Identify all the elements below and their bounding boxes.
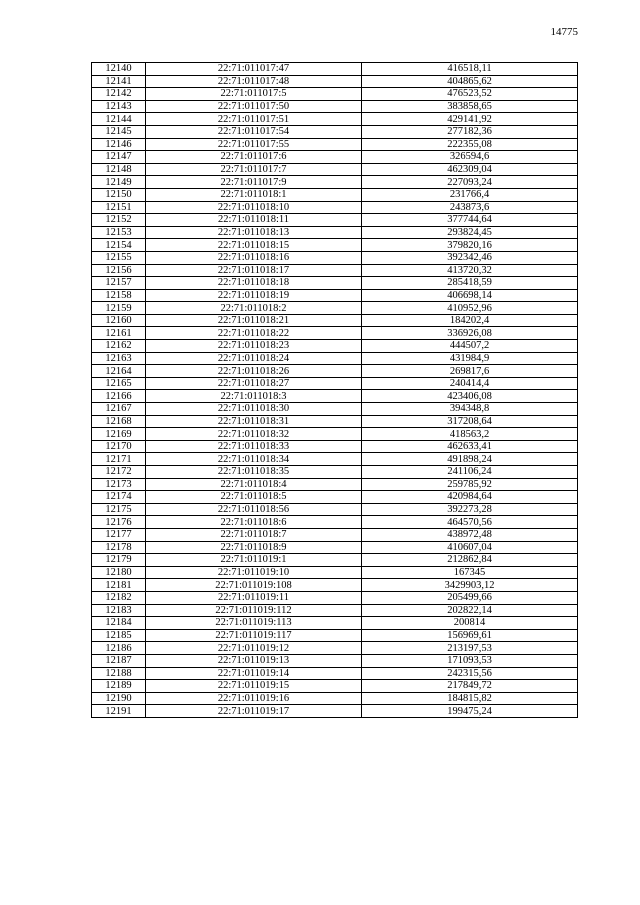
cadastral-number-cell: 22:71:011018:17 (146, 264, 362, 277)
cadastral-value-cell: 184202,4 (362, 314, 578, 327)
table-row (92, 163, 578, 176)
cadastral-value-cell: 423406,08 (362, 390, 578, 403)
cadastral-number-cell: 22:71:011018:33 (146, 440, 362, 453)
cadastral-value-cell: 213197,53 (362, 642, 578, 655)
table-row (92, 113, 578, 126)
row-number-cell: 12155 (92, 251, 146, 264)
cadastral-number-cell: 22:71:011018:35 (146, 466, 362, 479)
cadastral-value-cell: 462309,04 (362, 163, 578, 176)
table-row (92, 390, 578, 403)
table-row (92, 579, 578, 592)
cadastral-value-cell: 231766,4 (362, 188, 578, 201)
row-number-cell: 12147 (92, 151, 146, 164)
table-row (92, 667, 578, 680)
row-number-cell: 12159 (92, 302, 146, 315)
cadastral-number-cell: 22:71:011019:112 (146, 604, 362, 617)
table-row (92, 289, 578, 302)
table-body (92, 63, 578, 718)
cadastral-number-cell: 22:71:011018:34 (146, 453, 362, 466)
cadastral-value-cell: 431984,9 (362, 352, 578, 365)
cadastral-number-cell: 22:71:011017:7 (146, 163, 362, 176)
cadastral-number-cell: 22:71:011017:51 (146, 113, 362, 126)
cadastral-number-cell: 22:71:011017:9 (146, 176, 362, 189)
cadastral-number-cell: 22:71:011017:5 (146, 88, 362, 101)
cadastral-number-cell: 22:71:011019:117 (146, 629, 362, 642)
table-row (92, 591, 578, 604)
cadastral-value-cell: 418563,2 (362, 428, 578, 441)
cadastral-number-cell: 22:71:011019:16 (146, 692, 362, 705)
cadastral-number-cell: 22:71:011018:30 (146, 403, 362, 416)
table-row (92, 415, 578, 428)
row-number-cell: 12162 (92, 340, 146, 353)
row-number-cell: 12163 (92, 352, 146, 365)
cadastral-number-cell: 22:71:011018:24 (146, 352, 362, 365)
row-number-cell: 12152 (92, 214, 146, 227)
table-row (92, 251, 578, 264)
row-number-cell: 12184 (92, 617, 146, 630)
row-number-cell: 12158 (92, 289, 146, 302)
row-number-cell: 12172 (92, 466, 146, 479)
cadastral-number-cell: 22:71:011018:22 (146, 327, 362, 340)
cadastral-value-cell: 199475,24 (362, 705, 578, 718)
cadastral-number-cell: 22:71:011018:4 (146, 478, 362, 491)
row-number-cell: 12140 (92, 63, 146, 76)
row-number-cell: 12145 (92, 125, 146, 138)
table-row (92, 692, 578, 705)
cadastral-value-cell: 326594,6 (362, 151, 578, 164)
cadastral-number-cell: 22:71:011018:2 (146, 302, 362, 315)
cadastral-value-cell: 3429903,12 (362, 579, 578, 592)
row-number-cell: 12150 (92, 188, 146, 201)
cadastral-value-cell: 420984,64 (362, 491, 578, 504)
cadastral-value-cell: 410607,04 (362, 541, 578, 554)
table-row (92, 88, 578, 101)
cadastral-value-cell: 202822,14 (362, 604, 578, 617)
row-number-cell: 12157 (92, 277, 146, 290)
cadastral-number-cell: 22:71:011018:7 (146, 528, 362, 541)
row-number-cell: 12177 (92, 528, 146, 541)
row-number-cell: 12170 (92, 440, 146, 453)
table-row (92, 340, 578, 353)
row-number-cell: 12165 (92, 377, 146, 390)
row-number-cell: 12143 (92, 100, 146, 113)
cadastral-value-cell: 429141,92 (362, 113, 578, 126)
table-row (92, 528, 578, 541)
row-number-cell: 12160 (92, 314, 146, 327)
cadastral-number-cell: 22:71:011017:55 (146, 138, 362, 151)
row-number-cell: 12154 (92, 239, 146, 252)
row-number-cell: 12148 (92, 163, 146, 176)
cadastral-value-cell: 171093,53 (362, 654, 578, 667)
table-row (92, 277, 578, 290)
row-number-cell: 12142 (92, 88, 146, 101)
table-row (92, 541, 578, 554)
row-number-cell: 12186 (92, 642, 146, 655)
cadastral-value-cell: 392273,28 (362, 503, 578, 516)
cadastral-number-cell: 22:71:011017:54 (146, 125, 362, 138)
row-number-cell: 12151 (92, 201, 146, 214)
cadastral-value-cell: 242315,56 (362, 667, 578, 680)
cadastral-value-cell: 200814 (362, 617, 578, 630)
cadastral-number-cell: 22:71:011018:1 (146, 188, 362, 201)
row-number-cell: 12144 (92, 113, 146, 126)
table-row (92, 403, 578, 416)
cadastral-value-cell: 205499,66 (362, 591, 578, 604)
row-number-cell: 12149 (92, 176, 146, 189)
cadastral-number-cell: 22:71:011018:5 (146, 491, 362, 504)
row-number-cell: 12188 (92, 667, 146, 680)
cadastral-number-cell: 22:71:011018:16 (146, 251, 362, 264)
table-row (92, 440, 578, 453)
cadastral-value-cell: 416518,11 (362, 63, 578, 76)
cadastral-number-cell: 22:71:011018:10 (146, 201, 362, 214)
table-row (92, 377, 578, 390)
table-row (92, 327, 578, 340)
cadastral-value-cell: 438972,48 (362, 528, 578, 541)
cadastral-number-cell: 22:71:011018:32 (146, 428, 362, 441)
row-number-cell: 12153 (92, 226, 146, 239)
row-number-cell: 12173 (92, 478, 146, 491)
table-row (92, 705, 578, 718)
cadastral-value-cell: 464570,56 (362, 516, 578, 529)
cadastral-value-cell: 336926,08 (362, 327, 578, 340)
page-number: 14775 (550, 26, 578, 38)
row-number-cell: 12187 (92, 654, 146, 667)
table-row (92, 654, 578, 667)
row-number-cell: 12183 (92, 604, 146, 617)
cadastral-value-cell: 259785,92 (362, 478, 578, 491)
cadastral-number-cell: 22:71:011018:18 (146, 277, 362, 290)
row-number-cell: 12189 (92, 680, 146, 693)
cadastral-value-cell: 285418,59 (362, 277, 578, 290)
row-number-cell: 12181 (92, 579, 146, 592)
table-row (92, 352, 578, 365)
cadastral-number-cell: 22:71:011018:19 (146, 289, 362, 302)
cadastral-number-cell: 22:71:011018:6 (146, 516, 362, 529)
table-row (92, 138, 578, 151)
cadastral-value-cell: 379820,16 (362, 239, 578, 252)
table-row (92, 302, 578, 315)
table-row (92, 188, 578, 201)
cadastral-value-cell: 269817,6 (362, 365, 578, 378)
row-number-cell: 12168 (92, 415, 146, 428)
cadastral-number-cell: 22:71:011019:108 (146, 579, 362, 592)
row-number-cell: 12167 (92, 403, 146, 416)
cadastral-number-cell: 22:71:011017:6 (146, 151, 362, 164)
cadastral-number-cell: 22:71:011018:11 (146, 214, 362, 227)
table-row (92, 176, 578, 189)
row-number-cell: 12164 (92, 365, 146, 378)
table-row (92, 680, 578, 693)
row-number-cell: 12171 (92, 453, 146, 466)
table-row (92, 428, 578, 441)
cadastral-value-cell: 184815,82 (362, 692, 578, 705)
table-row (92, 314, 578, 327)
cadastral-number-cell: 22:71:011019:113 (146, 617, 362, 630)
table-row (92, 365, 578, 378)
cadastral-number-cell: 22:71:011019:10 (146, 566, 362, 579)
table-row (92, 491, 578, 504)
table-row (92, 151, 578, 164)
cadastral-number-cell: 22:71:011019:1 (146, 554, 362, 567)
cadastral-value-cell: 476523,52 (362, 88, 578, 101)
table-row (92, 516, 578, 529)
cadastral-value-cell: 241106,24 (362, 466, 578, 479)
cadastral-number-cell: 22:71:011018:56 (146, 503, 362, 516)
cadastral-number-cell: 22:71:011019:12 (146, 642, 362, 655)
cadastral-number-cell: 22:71:011019:15 (146, 680, 362, 693)
row-number-cell: 12191 (92, 705, 146, 718)
cadastral-value-cell: 317208,64 (362, 415, 578, 428)
row-number-cell: 12190 (92, 692, 146, 705)
cadastral-value-cell: 410952,96 (362, 302, 578, 315)
table-row (92, 239, 578, 252)
row-number-cell: 12182 (92, 591, 146, 604)
cadastral-value-cell: 444507,2 (362, 340, 578, 353)
cadastral-value-cell: 167345 (362, 566, 578, 579)
cadastral-number-cell: 22:71:011017:50 (146, 100, 362, 113)
cadastral-number-cell: 22:71:011019:14 (146, 667, 362, 680)
cadastral-value-cell: 217849,72 (362, 680, 578, 693)
table-row (92, 75, 578, 88)
table-row (92, 214, 578, 227)
row-number-cell: 12178 (92, 541, 146, 554)
cadastral-value-cell: 277182,36 (362, 125, 578, 138)
cadastral-value-cell: 406698,14 (362, 289, 578, 302)
table-row (92, 604, 578, 617)
table-row (92, 226, 578, 239)
cadastral-number-cell: 22:71:011019:13 (146, 654, 362, 667)
row-number-cell: 12179 (92, 554, 146, 567)
table-row (92, 629, 578, 642)
cadastral-number-cell: 22:71:011018:13 (146, 226, 362, 239)
cadastral-value-cell: 243873,6 (362, 201, 578, 214)
cadastral-value-cell: 491898,24 (362, 453, 578, 466)
table-row (92, 566, 578, 579)
cadastral-number-cell: 22:71:011019:11 (146, 591, 362, 604)
row-number-cell: 12166 (92, 390, 146, 403)
table-row (92, 554, 578, 567)
cadastral-value-cell: 227093,24 (362, 176, 578, 189)
cadastral-value-cell: 462633,41 (362, 440, 578, 453)
table-row (92, 466, 578, 479)
table-row (92, 201, 578, 214)
table-row (92, 478, 578, 491)
table-row (92, 453, 578, 466)
cadastral-value-table (91, 62, 578, 718)
cadastral-number-cell: 22:71:011018:26 (146, 365, 362, 378)
cadastral-number-cell: 22:71:011018:27 (146, 377, 362, 390)
cadastral-value-cell: 377744,64 (362, 214, 578, 227)
cadastral-number-cell: 22:71:011017:48 (146, 75, 362, 88)
cadastral-value-cell: 404865,62 (362, 75, 578, 88)
cadastral-number-cell: 22:71:011018:15 (146, 239, 362, 252)
cadastral-value-cell: 392342,46 (362, 251, 578, 264)
table-row (92, 100, 578, 113)
cadastral-number-cell: 22:71:011019:17 (146, 705, 362, 718)
row-number-cell: 12161 (92, 327, 146, 340)
table-row (92, 125, 578, 138)
row-number-cell: 12141 (92, 75, 146, 88)
cadastral-value-cell: 222355,08 (362, 138, 578, 151)
row-number-cell: 12156 (92, 264, 146, 277)
cadastral-value-cell: 413720,32 (362, 264, 578, 277)
row-number-cell: 12176 (92, 516, 146, 529)
cadastral-number-cell: 22:71:011017:47 (146, 63, 362, 76)
table-row (92, 503, 578, 516)
cadastral-value-cell: 293824,45 (362, 226, 578, 239)
row-number-cell: 12174 (92, 491, 146, 504)
cadastral-number-cell: 22:71:011018:21 (146, 314, 362, 327)
table-row (92, 642, 578, 655)
cadastral-number-cell: 22:71:011018:9 (146, 541, 362, 554)
table-row (92, 63, 578, 76)
table-row (92, 617, 578, 630)
row-number-cell: 12180 (92, 566, 146, 579)
table-row (92, 264, 578, 277)
cadastral-value-cell: 383858,65 (362, 100, 578, 113)
cadastral-value-cell: 394348,8 (362, 403, 578, 416)
row-number-cell: 12175 (92, 503, 146, 516)
cadastral-number-cell: 22:71:011018:31 (146, 415, 362, 428)
row-number-cell: 12185 (92, 629, 146, 642)
cadastral-number-cell: 22:71:011018:3 (146, 390, 362, 403)
cadastral-value-cell: 240414,4 (362, 377, 578, 390)
cadastral-number-cell: 22:71:011018:23 (146, 340, 362, 353)
cadastral-value-cell: 156969,61 (362, 629, 578, 642)
row-number-cell: 12169 (92, 428, 146, 441)
cadastral-value-cell: 212862,84 (362, 554, 578, 567)
row-number-cell: 12146 (92, 138, 146, 151)
